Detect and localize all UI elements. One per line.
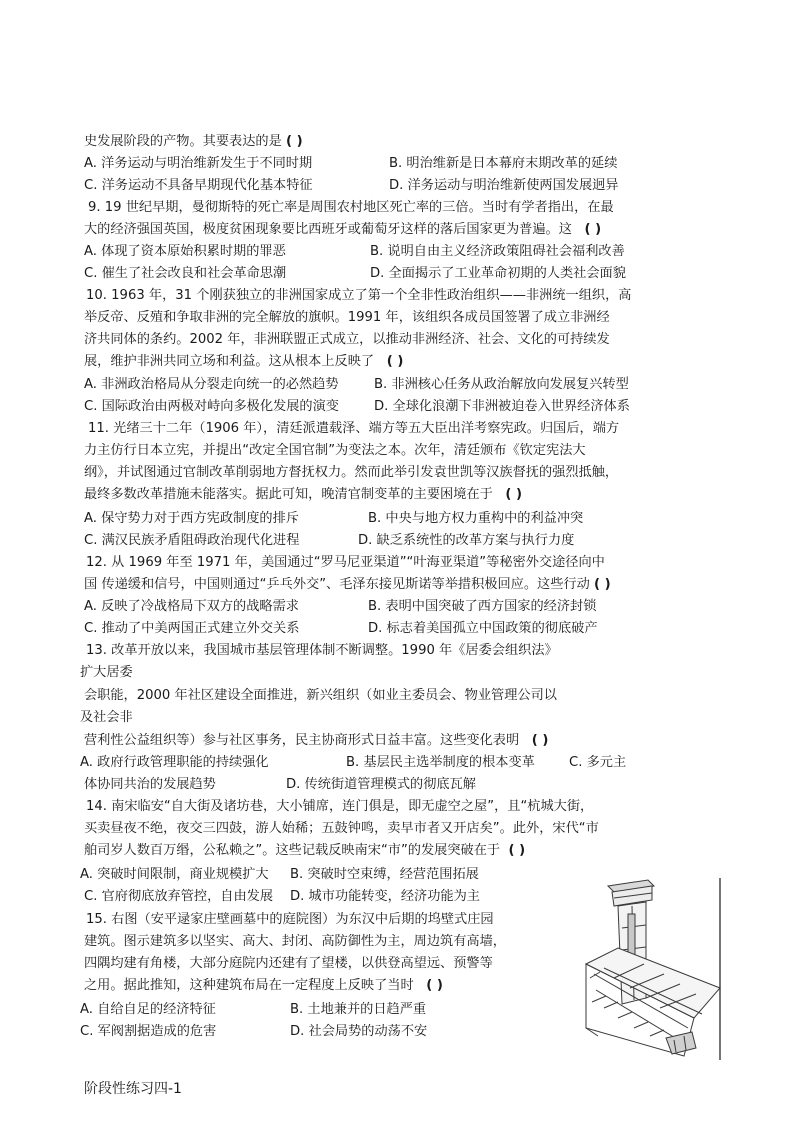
q10-stem-line-3: 济共同体的条约。2002 年，非洲联盟正式成立，以推动非洲经济、社会、文化的可持续发 xyxy=(84,332,610,347)
q14-option-b: B. 突破时空束缚，经营范围拓展 xyxy=(290,867,479,882)
answer-bracket: ( ) xyxy=(508,843,526,858)
answer-bracket: ( ) xyxy=(584,222,602,237)
q10-option-b: B. 非洲核心任务从政治解放向发展复兴转型 xyxy=(374,377,629,392)
q15-stem-text: 之用。据此推知，这种建筑布局在一定程度上反映了当时 xyxy=(84,978,414,993)
q15-option-b: B. 土地兼并的日趋严重 xyxy=(290,1002,427,1017)
q14-stem-text: 舶司岁人数百万缗，公私赖之”。这些记载反映南宋“市”的发展突破在于 xyxy=(84,843,501,858)
q9-option-d: D. 全面揭示了工业革命初期的人类社会面貌 xyxy=(370,266,626,281)
q12-option-b: B. 表明中国突破了西方国家的经济封锁 xyxy=(368,599,597,614)
q13-option-b: B. 基层民主选举制度的根本变革 xyxy=(346,755,535,770)
q8-option-a: A. 洋务运动与明治维新发生于不同时期 xyxy=(84,156,313,171)
intro-text: 史发展阶段的产物。其要表达的是 xyxy=(84,134,282,149)
q14-stem-line-1: 14. 南宋临安“自大街及诸坊巷，大小铺席，连门俱是，即无虚空之屋”，且“杭城大街， xyxy=(86,799,594,814)
answer-bracket: ( ) xyxy=(286,134,303,149)
page-footer: 阶段性练习四-1 xyxy=(84,1081,182,1097)
q11-option-b: B. 中央与地方权力重构中的利益冲突 xyxy=(368,511,584,526)
q11-stem-line-2: 力主仿行日本立宪，并提出“改定全国官制”为变法之本。次年，清廷颁布《钦定宪法大 xyxy=(84,443,586,458)
q13-option-d: D. 传统街道管理模式的彻底瓦解 xyxy=(286,777,476,792)
q13-stem-line-4: 及社会非 xyxy=(80,710,133,725)
q11-option-d: D. 缺乏系统性的改革方案与执行力度 xyxy=(358,533,575,548)
q13-stem-line-1: 13. 改革开放以来，我国城市基层管理体制不断调整。1990 年《居委会组织法》 xyxy=(86,643,558,658)
q11-stem-line-1: 11. 光绪三十二年（1906 年），清廷派遣载泽、端方等五大臣出洋考察宪政。归国后，端方 xyxy=(88,421,620,436)
q10-option-a: A. 非洲政治格局从分裂走向统一的必然趋势 xyxy=(84,377,339,392)
q12-stem-line-1: 12. 从 1969 年至 1971 年，美国通过“罗马尼亚渠道”“叶海亚渠道”等秘密外交途径向中 xyxy=(86,555,605,570)
q14-stem-line-3 xyxy=(84,842,525,860)
q11-option-a: A. 保守势力对于西方宪政制度的排斥 xyxy=(84,511,299,526)
q14-option-a: A. 突破时间限制，商业规模扩大 xyxy=(80,867,269,882)
q13-stem-text: 营利性公益组织等）参与社区事务，民主协商形式日益丰富。这些变化表明 xyxy=(84,733,520,748)
q11-stem-line-3: 纲》，并试图通过官制改革削弱地方督抚权力。然而此举引发袁世凯等汉族督抚的强烈抵触， xyxy=(84,465,619,480)
q11-stem-text: 最终多数改革措施未能落实。据此可知，晚清官制变革的主要困境在于 xyxy=(84,487,493,502)
q15-stem-line-3: 四隅均建有角楼，大部分庭院内还建有了望楼，以供登高望远、预警等 xyxy=(84,956,493,971)
q15-option-a: A. 自给自足的经济特征 xyxy=(80,1002,216,1017)
q8-option-c: C. 洋务运动不具备早期现代化基本特征 xyxy=(84,178,313,193)
q10-stem-text: 展，维护非洲共同立场和利益。这从根本上反映了 xyxy=(84,354,375,369)
q15-stem-line-1: 15. 右图（安平逯家庄壁画墓中的庭院图）为东汉中后期的坞壁式庄园 xyxy=(86,912,494,927)
q9-stem-line-2 xyxy=(84,221,601,239)
q9-option-b: B. 说明自由主义经济政策阻碍社会福利改善 xyxy=(370,244,625,259)
q12-option-a: A. 反映了冷战格局下双方的战略需求 xyxy=(84,599,299,614)
q11-option-c: C. 满汉民族矛盾阻碍政治现代化进程 xyxy=(84,533,300,548)
q12-stem-line-2 xyxy=(84,576,611,594)
q13-stem-line-3: 会职能，2000 年社区建设全面推进，新兴组织（如业主委员会、物业管理公司以 xyxy=(84,688,557,703)
q13-option-c-part-2: 体协同共治的发展趋势 xyxy=(84,777,216,792)
q13-option-a: A. 政府行政管理职能的持续强化 xyxy=(80,755,269,770)
q9-stem-text: 大的经济强国英国，极度贫困现象要比西班牙或葡萄牙这样的落后国家更为普遍。这 xyxy=(84,222,572,237)
answer-bracket: ( ) xyxy=(386,354,404,369)
q14-option-d: D. 城市功能转变，经济功能为主 xyxy=(290,889,480,904)
q9-stem-line-1: 9. 19 世纪早期，曼彻斯特的死亡率是周围农村地区死亡率的三倍。当时有学者指出，在最 xyxy=(88,200,614,215)
q9-option-a: A. 体现了资本原始积累时期的罪恶 xyxy=(84,244,286,259)
q15-option-c: C. 军阀割据造成的危害 xyxy=(80,1024,217,1039)
answer-bracket: ( ) xyxy=(505,487,523,502)
q15-stem-line-4 xyxy=(84,977,443,995)
q15-stem-line-2: 建筑。图示建筑多以坚实、高大、封闭、高防御性为主，周边筑有高墙， xyxy=(84,934,506,949)
q10-option-c: C. 国际政治由两极对峙向多极化发展的演变 xyxy=(84,399,339,414)
q12-option-d: D. 标志着美国孤立中国政策的彻底破产 xyxy=(368,621,598,636)
q13-stem-line-5 xyxy=(84,732,548,750)
q15-option-d: D. 社会局势的动荡不安 xyxy=(290,1024,428,1039)
q13-stem-line-2: 扩大居委 xyxy=(80,665,133,680)
q12-option-c: C. 推动了中美两国正式建立外交关系 xyxy=(84,621,300,636)
answer-bracket: ( ) xyxy=(594,577,611,592)
answer-bracket: ( ) xyxy=(426,978,443,993)
q9-option-c: C. 催生了社会改良和社会革命思潮 xyxy=(84,266,287,281)
q10-stem-line-1: 10. 1963 年，31 个刚获独立的非洲国家成立了第一个全非性政治组织——非洲统一组织，高 xyxy=(86,288,632,303)
q10-option-d: D. 全球化浪潮下非洲被迫卷入世界经济体系 xyxy=(374,399,630,414)
q10-stem-line-4 xyxy=(84,353,403,371)
q10-stem-line-2: 举反帝、反殖和争取非洲的完全解放的旗帜。1991 年，该组织各成员国签署了成立非洲经 xyxy=(84,310,610,325)
q11-stem-line-4 xyxy=(84,486,522,504)
q8-option-b: B. 明治维新是日本幕府末期改革的延续 xyxy=(389,156,618,171)
intro-line xyxy=(84,133,303,151)
courtyard-mural-illustration xyxy=(584,878,722,1060)
q13-option-c-part-1: C. 多元主 xyxy=(569,755,627,770)
answer-bracket: ( ) xyxy=(531,733,549,748)
q14-stem-line-2: 买卖昼夜不绝，夜交三四鼓，游人始稀；五鼓钟鸣，卖早市者又开店矣”。此外，宋代“市 xyxy=(84,821,599,836)
q8-option-d: D. 洋务运动与明治维新使两国发展迥异 xyxy=(389,178,619,193)
q14-option-c: C. 官府彻底放弃管控，自由发展 xyxy=(84,889,274,904)
q12-stem-text: 国 传递缓和信号，中国则通过“乒乓外交”、毛泽东接见斯诺等举措积极回应。这些行动 xyxy=(84,577,590,592)
